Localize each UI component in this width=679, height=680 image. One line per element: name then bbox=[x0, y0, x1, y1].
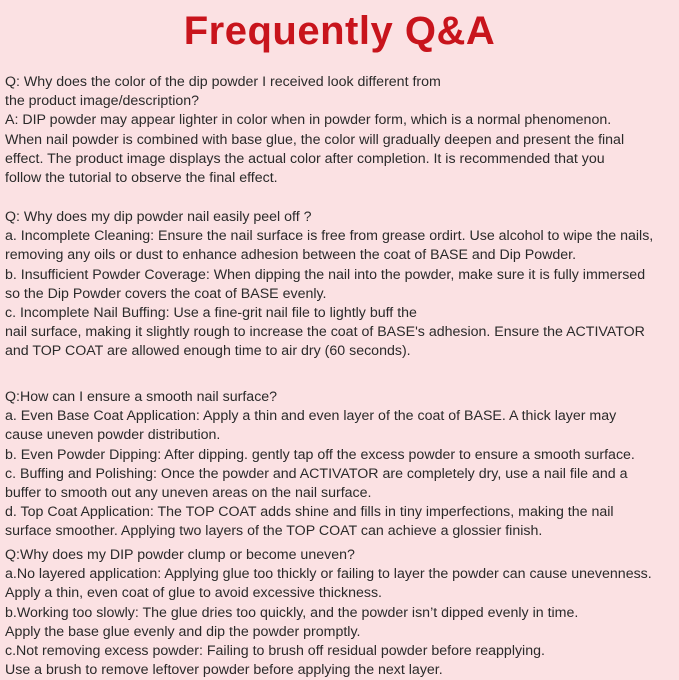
answer-line: a.No layered application: Applying glue too thickly or failing to layer the powder can cause unevenness. bbox=[5, 566, 652, 583]
answer-line: c.Not removing excess powder: Failing to brush off residual powder before reapplying. bbox=[5, 643, 545, 660]
answer-line: c. Buffing and Polishing: Once the powder and ACTIVATOR are completely dry, use a nail file and a bbox=[5, 465, 628, 482]
answer-line: When nail powder is combined with base glue, the color will gradually deepen and present the final bbox=[5, 131, 625, 148]
question-line: Q:How can I ensure a smooth nail surface? bbox=[5, 389, 278, 405]
answer-line: a. Even Base Coat Application: Apply a thin and even layer of the coat of BASE. A thick layer may bbox=[5, 408, 617, 425]
answer-line: nail surface, making it slightly rough to increase the coat of BASE's adhesion. Ensure the ACTIVATOR bbox=[5, 324, 645, 341]
question-line: the product image/description? bbox=[5, 93, 200, 110]
answer-line: b. Even Powder Dipping: After dipping. gently tap off the excess powder to ensure a smooth surface. bbox=[5, 446, 635, 463]
question-line: Q: Why does my dip powder nail easily peel off ? bbox=[5, 209, 312, 225]
answer-line: b. Insufficient Powder Coverage: When dipping the nail into the powder, make sure it is fully immersed bbox=[5, 266, 646, 283]
answer-line: removing any oils or dust to enhance adhesion between the coat of BASE and Dip Powder. bbox=[5, 247, 577, 264]
answer-line: so the Dip Powder covers the coat of BASE evenly. bbox=[5, 285, 327, 302]
qa-section-peel-off bbox=[5, 208, 677, 362]
question-line: Q:Why does my DIP powder clump or become uneven? bbox=[5, 547, 355, 563]
answer-line: c. Incomplete Nail Buffing: Use a fine-grit nail file to lightly buff the bbox=[5, 305, 417, 322]
answer-line: buffer to smooth out any uneven areas on the nail surface. bbox=[5, 485, 372, 502]
answer-line: surface smoother. Applying two layers of the TOP COAT can achieve a glossier finish. bbox=[5, 523, 543, 540]
answer-line: effect. The product image displays the actual color after completion. It is recommended that you bbox=[5, 150, 605, 167]
answer-line: cause uneven powder distribution. bbox=[5, 427, 221, 444]
qa-section-clumping bbox=[5, 546, 677, 680]
answer-line: A: DIP powder may appear lighter in color when in powder form, which is a normal phenomenon. bbox=[5, 112, 612, 129]
qa-section-smooth-surface bbox=[5, 388, 677, 542]
page-title: Frequently Q&A bbox=[183, 9, 496, 53]
answer-line: Apply a thin, even coat of glue to avoid excessive thickness. bbox=[5, 585, 382, 602]
answer-line: Apply the base glue evenly and dip the powder promptly. bbox=[5, 623, 361, 640]
answer-line: follow the tutorial to observe the final effect. bbox=[5, 170, 278, 187]
answer-line: and TOP COAT are allowed enough time to air dry (60 seconds). bbox=[5, 343, 411, 360]
qa-section-color bbox=[5, 73, 677, 188]
answer-line: d. Top Coat Application: The TOP COAT adds shine and fills in tiny imperfections, making the nail bbox=[5, 504, 614, 521]
answer-line: b.Working too slowly: The glue dries too quickly, and the powder isn’t dipped evenly in time. bbox=[5, 604, 579, 621]
question-line: Q: Why does the color of the dip powder I received look different from bbox=[5, 74, 441, 90]
answer-line: a. Incomplete Cleaning: Ensure the nail surface is free from grease ordirt. Use alcohol to wipe the nails, bbox=[5, 228, 654, 245]
answer-line: Use a brush to remove leftover powder before applying the next layer. bbox=[5, 662, 443, 679]
